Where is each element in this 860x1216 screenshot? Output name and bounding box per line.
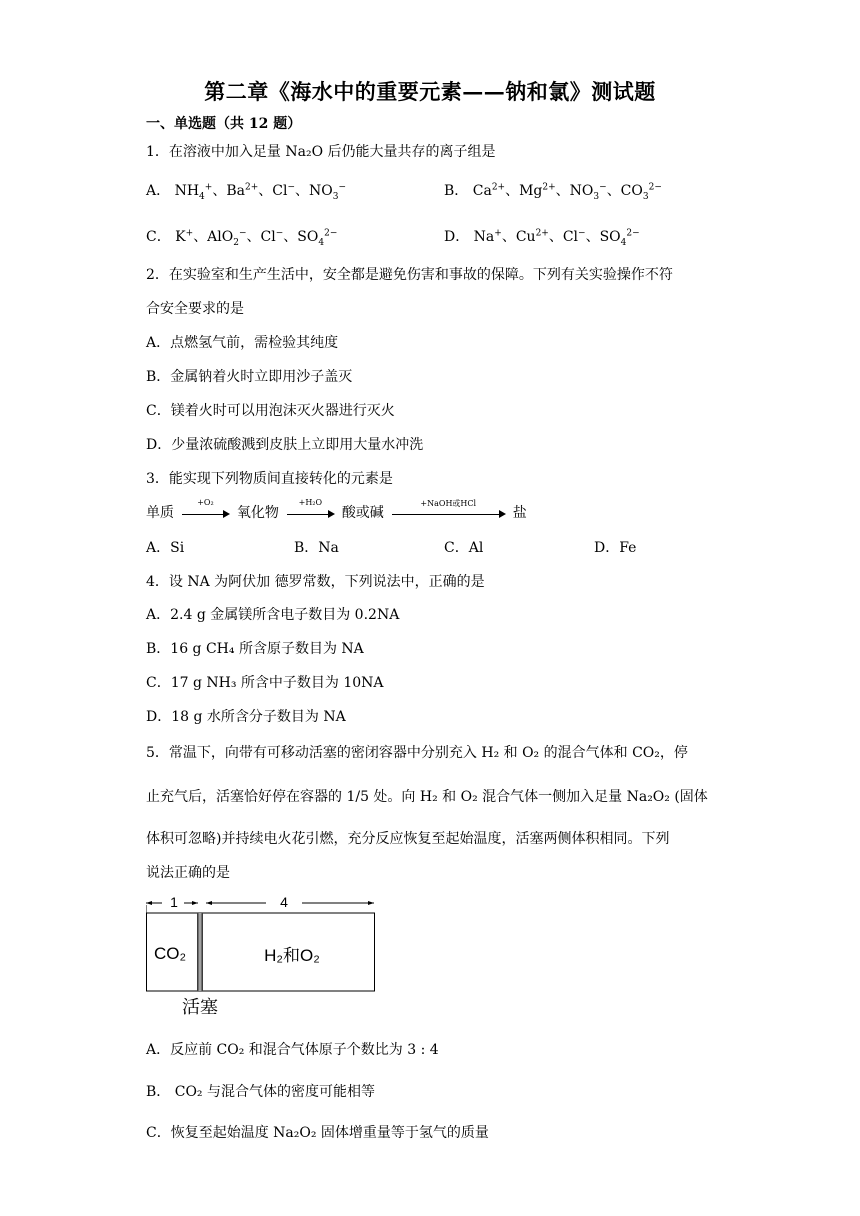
chain-substance-2: 氧化物 — [236, 505, 279, 521]
q3-option-d: D．Fe — [594, 540, 637, 556]
right-gas-label: H₂和O₂ — [264, 946, 320, 965]
chain-substance-1: 单质 — [146, 505, 174, 521]
q4-option-b: B．16 g CH₄ 所含原子数目为 NA — [146, 641, 364, 657]
q1-stem: 1．在溶液中加入足量 Na₂O 后仍能大量共存的离子组是 — [146, 144, 496, 160]
page-title: 第二章《海水中的重要元素——钠和氯》测试题 — [204, 79, 656, 104]
right-length-label: 4 — [280, 894, 288, 910]
q1-option-d: D． Na+、$Cu^{2+}$、Cl−、$SO_4^{2-}$ — [444, 228, 640, 248]
q4-option-d: D．18 g 水所含分子数目为 NA — [146, 709, 346, 725]
q2-option-a: A．点燃氢气前，需检验其纯度 — [146, 335, 339, 351]
q2-option-b: B．金属钠着火时立即用沙子盖灭 — [146, 369, 353, 385]
reaction-arrow-icon: +O₂ — [182, 507, 228, 519]
q3-option-b: B．Na — [294, 540, 339, 556]
q5-stem-line4: 说法正确的是 — [146, 865, 230, 881]
q5-option-b: B． CO₂ 与混合气体的密度可能相等 — [146, 1084, 375, 1100]
q5-stem-line2: 止充气后，活塞恰好停在容器的 1/5 处。向 H₂ 和 O₂ 混合气体一侧加入足量 Na₂O₂ (固体 — [146, 789, 708, 805]
q4-option-a: A．2.4 g 金属镁所含电子数目为 0.2NA — [146, 607, 400, 623]
left-length-label: 1 — [170, 894, 178, 910]
q5-option-c: C．恢复至起始温度 Na₂O₂ 固体增重量等于氢气的质量 — [146, 1125, 489, 1141]
q1-option-a: A． $NH_4^+$、$Ba^{2+}$、Cl−、$NO_3^-$ — [146, 182, 347, 202]
q4-stem: 4．设 NA 为阿伏加 德罗常数，下列说法中，正确的是 — [146, 574, 485, 590]
q5-option-a: A．反应前 CO₂ 和混合气体原子个数比为 3 : 4 — [146, 1042, 439, 1058]
reaction-arrow-icon: +NaOH或HCl — [392, 507, 504, 519]
piston-container-diagram — [146, 893, 376, 1018]
q2-stem-line2: 合安全要求的是 — [146, 301, 244, 317]
q1-option-b: B． $Ca^{2+}$、$Mg^{2+}$、$NO_3^-$、$CO_3^{2-}$ — [444, 182, 662, 202]
chain-substance-4: 盐 — [512, 505, 527, 521]
q4-option-c: C．17 g NH₃ 所含中子数目为 10NA — [146, 675, 384, 691]
piston-icon — [197, 913, 203, 991]
q5-stem-line3: 体积可忽略)并持续电火花引燃，充分反应恢复至起始温度，活塞两侧体积相同。下列 — [146, 831, 670, 847]
q1-option-c: C． K+、AlO$_2$−、Cl−、$SO_4^{2-}$ — [146, 228, 338, 248]
chain-substance-3: 酸或碱 — [341, 505, 384, 521]
q3-stem: 3．能实现下列物质间直接转化的元素是 — [146, 471, 393, 487]
q3-option-a: A．Si — [146, 540, 185, 556]
q2-option-d: D．少量浓硫酸溅到皮肤上立即用大量水冲洗 — [146, 437, 424, 453]
q5-stem-line1: 5．常温下，向带有可移动活塞的密闭容器中分别充入 H₂ 和 O₂ 的混合气体和 CO₂，停 — [146, 745, 688, 761]
reaction-arrow-icon: +H₂O — [287, 507, 333, 519]
piston-label: 活塞 — [182, 997, 218, 1017]
left-gas-label: CO₂ — [153, 944, 187, 963]
q3-conversion-chain — [146, 498, 527, 522]
q2-stem-line1: 2．在实验室和生产生活中，安全都是避免伤害和事故的保障。下列有关实验操作不符 — [146, 267, 673, 283]
q3-option-c: C．Al — [444, 540, 484, 556]
q2-option-c: C．镁着火时可以用泡沫灭火器进行灭火 — [146, 403, 395, 419]
section-heading: 一、单选题（共 12 题） — [146, 116, 302, 132]
